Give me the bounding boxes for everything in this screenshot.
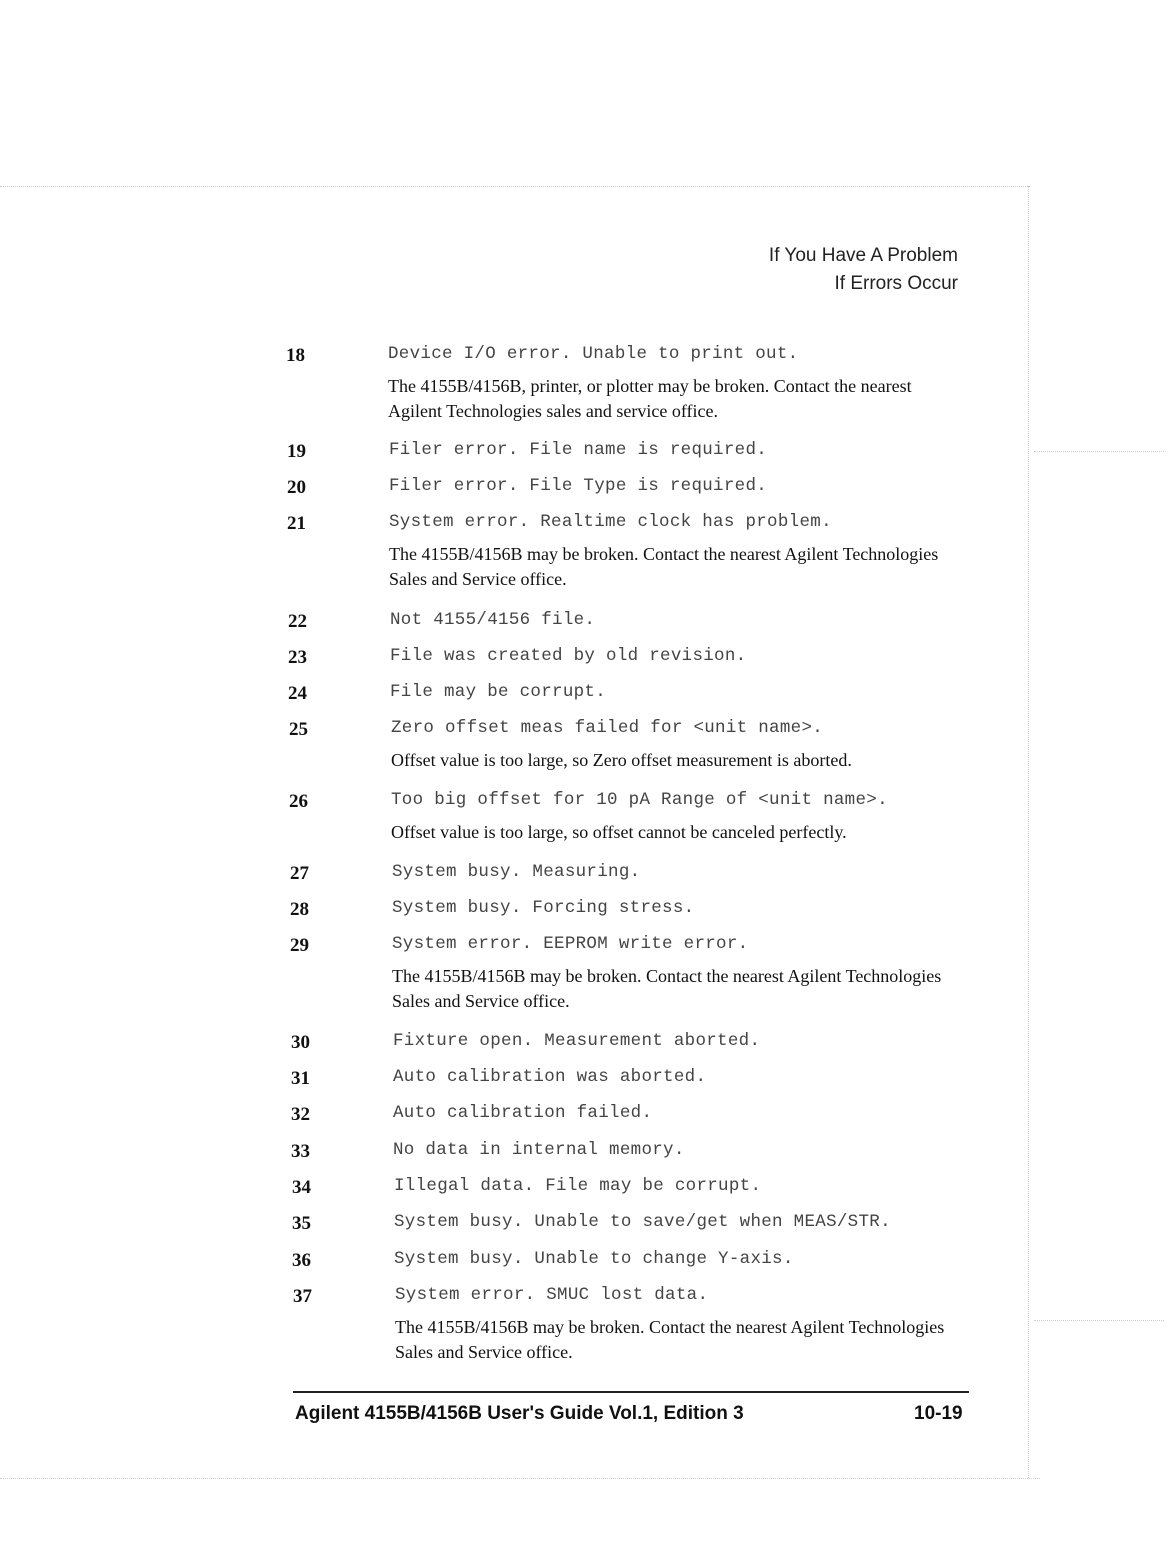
error-number: 23 — [288, 647, 307, 668]
error-message: No data in internal memory. — [393, 1140, 685, 1160]
error-message: System error. Realtime clock has problem. — [389, 512, 832, 532]
error-number: 29 — [290, 935, 309, 956]
scan-mark — [1034, 451, 1164, 452]
footer-rule — [293, 1391, 969, 1393]
error-message: System busy. Unable to change Y-axis. — [394, 1249, 794, 1269]
scan-border-right — [1028, 186, 1029, 1478]
error-message: Illegal data. File may be corrupt. — [394, 1176, 762, 1196]
error-message: Zero offset meas failed for <unit name>. — [391, 718, 824, 738]
error-number: 31 — [291, 1068, 310, 1089]
running-header-chapter: If You Have A Problem — [768, 245, 958, 266]
error-number: 35 — [292, 1213, 311, 1234]
error-description: The 4155B/4156B, printer, or plotter may be broken. Contact the nearest Agilent Technologies sales and service office. — [388, 376, 912, 421]
error-number: 19 — [287, 441, 306, 462]
scan-mark — [1034, 1320, 1164, 1321]
error-message: Auto calibration failed. — [393, 1103, 653, 1123]
error-number: 24 — [288, 683, 307, 704]
error-message: File may be corrupt. — [390, 682, 607, 702]
scan-border-top — [0, 186, 1030, 187]
error-number: 33 — [291, 1141, 310, 1162]
running-header-section: If Errors Occur — [834, 273, 958, 294]
error-message: System error. EEPROM write error. — [392, 934, 749, 954]
error-message: System busy. Unable to save/get when MEAS/STR. — [394, 1212, 891, 1232]
error-message: Device I/O error. Unable to print out. — [388, 344, 799, 364]
error-message: System busy. Forcing stress. — [392, 898, 695, 918]
error-number: 34 — [292, 1177, 311, 1198]
error-description: Offset value is too large, so offset cannot be canceled perfectly. — [391, 822, 847, 842]
running-header — [769, 242, 958, 298]
error-number: 32 — [291, 1104, 310, 1125]
page-number: 10-19 — [914, 1403, 963, 1424]
error-number: 26 — [289, 791, 308, 812]
error-number: 20 — [287, 477, 306, 498]
error-message: Not 4155/4156 file. — [390, 610, 596, 630]
error-description: The 4155B/4156B may be broken. Contact the nearest Agilent Technologies Sales and Service office. — [389, 544, 939, 589]
error-message: System error. SMUC lost data. — [395, 1285, 709, 1305]
error-message: Filer error. File Type is required. — [389, 476, 768, 496]
error-message: System busy. Measuring. — [392, 862, 641, 882]
error-message: Auto calibration was aborted. — [393, 1067, 707, 1087]
footer-title: Agilent 4155B/4156B User's Guide Vol.1, Edition 3 — [295, 1403, 744, 1424]
error-number: 21 — [287, 513, 306, 534]
scan-border-bottom — [0, 1478, 1040, 1479]
error-number: 28 — [290, 899, 309, 920]
error-number: 30 — [291, 1032, 310, 1053]
error-number: 37 — [293, 1286, 312, 1307]
error-number: 27 — [290, 863, 309, 884]
error-description: The 4155B/4156B may be broken. Contact the nearest Agilent Technologies Sales and Service office. — [395, 1317, 945, 1362]
error-number: 18 — [286, 345, 305, 366]
error-message: File was created by old revision. — [390, 646, 747, 666]
error-number: 22 — [288, 611, 307, 632]
error-description: Offset value is too large, so Zero offset measurement is aborted. — [391, 750, 852, 770]
error-message: Filer error. File name is required. — [389, 440, 768, 460]
error-description: The 4155B/4156B may be broken. Contact the nearest Agilent Technologies Sales and Service office. — [392, 966, 942, 1011]
error-number: 36 — [292, 1250, 311, 1271]
error-message: Fixture open. Measurement aborted. — [393, 1031, 761, 1051]
error-message: Too big offset for 10 pA Range of <unit name>. — [391, 790, 888, 810]
error-number: 25 — [289, 719, 308, 740]
